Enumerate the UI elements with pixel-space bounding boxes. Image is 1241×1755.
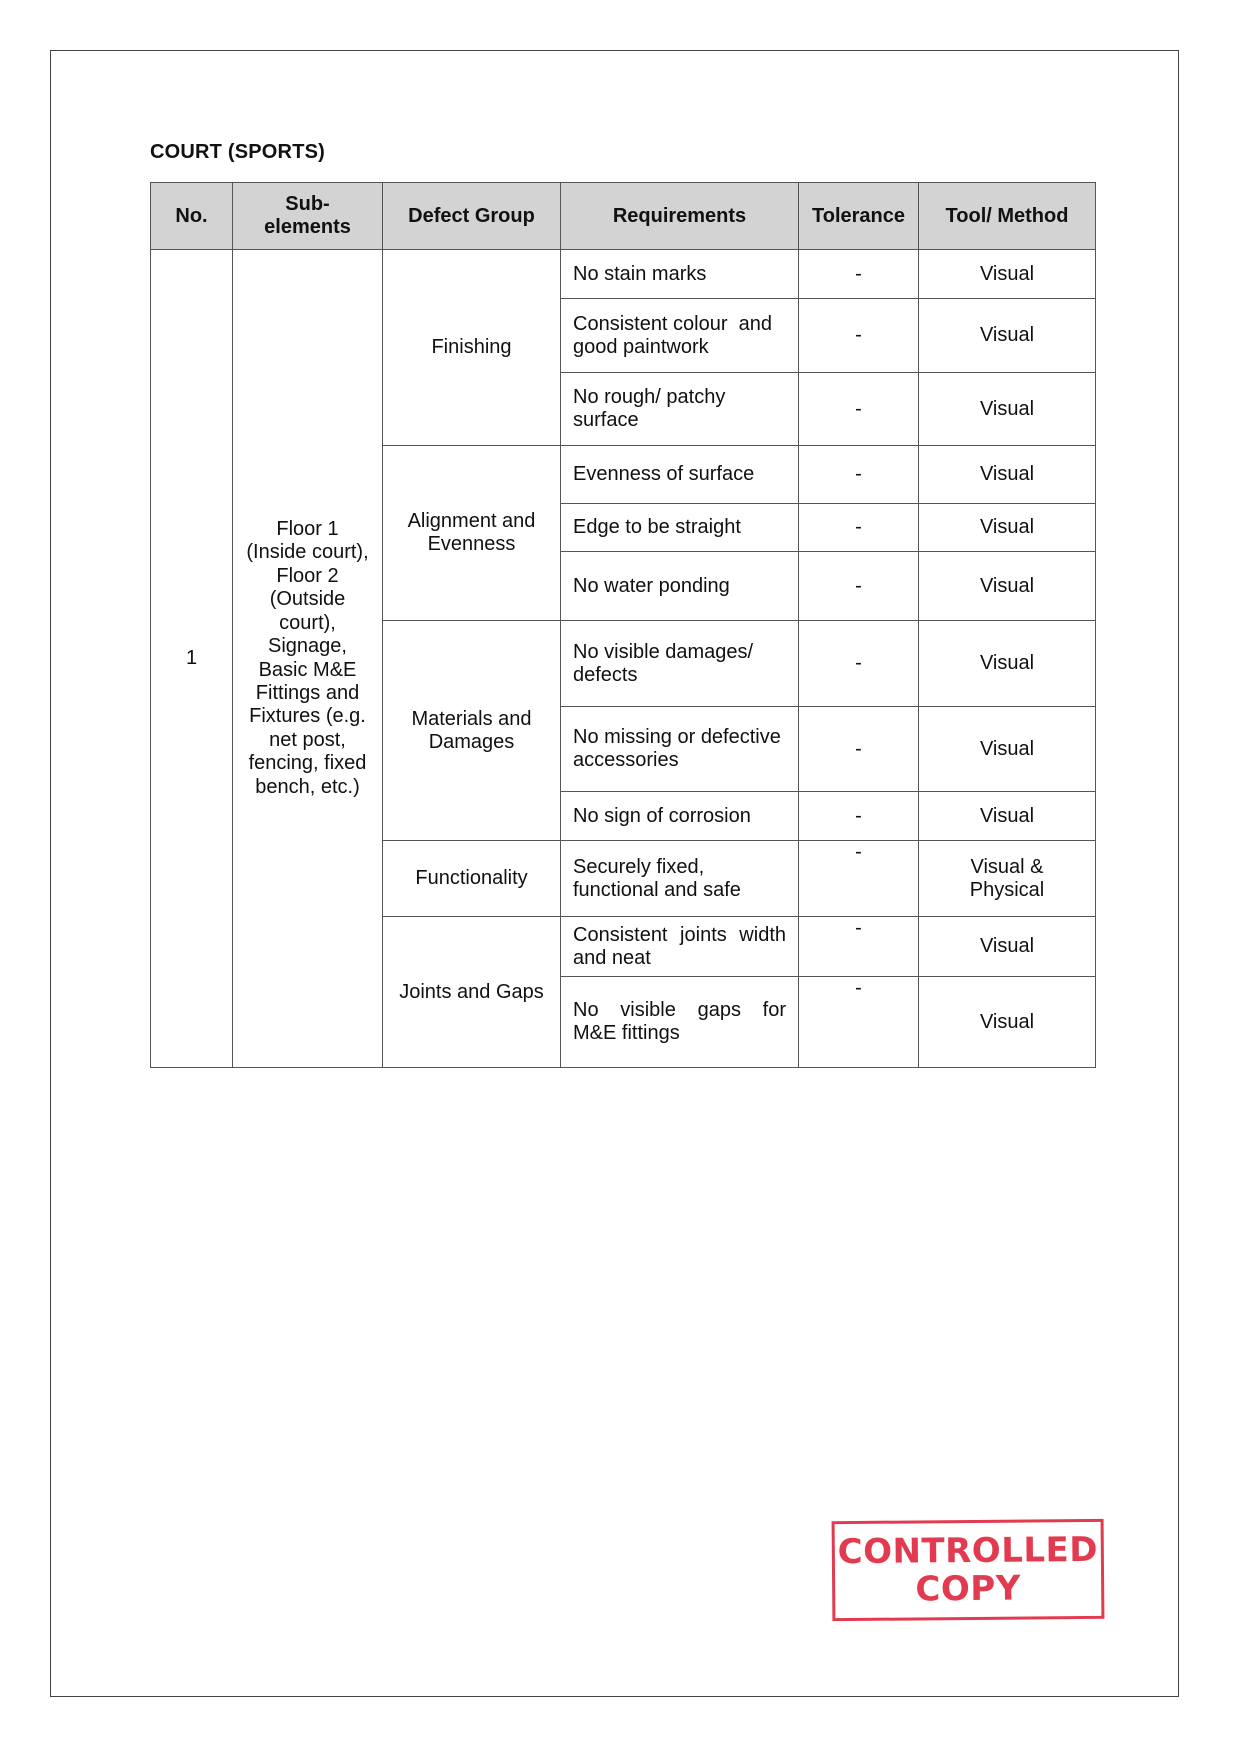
- sub-element-line: Fixtures (e.g.: [249, 705, 366, 728]
- requirement-cell: [561, 841, 799, 917]
- requirement-line: good paintwork: [573, 335, 709, 358]
- requirement-cell: [561, 446, 799, 504]
- requirement-line: functional and safe: [573, 878, 741, 901]
- requirement-line: Securely fixed,: [573, 855, 705, 878]
- header-sub-elements-line2: elements: [264, 216, 351, 238]
- controlled-copy-stamp: [832, 1519, 1105, 1621]
- tolerance-cell: -: [799, 299, 919, 373]
- requirement-line: Consistent colour and: [573, 312, 773, 335]
- header-requirements: Requirements: [561, 183, 799, 250]
- stamp-line1: CONTROLLED: [837, 1529, 1099, 1573]
- tolerance-cell: -: [799, 792, 919, 841]
- requirement-cell: [561, 621, 799, 707]
- requirement-line: Edge to be straight: [573, 516, 741, 538]
- tool-method-cell: [919, 977, 1096, 1068]
- tool-method-line: Visual: [979, 463, 1035, 485]
- sub-element-line: Floor 1: [276, 518, 339, 541]
- requirement-line: No visible damages/: [573, 640, 754, 663]
- requirement-cell: [561, 707, 799, 792]
- defect-group-label: Evenness: [427, 533, 516, 555]
- requirement-cell: [561, 792, 799, 841]
- tolerance-cell: -: [799, 841, 919, 917]
- section-title: COURT (SPORTS): [150, 141, 326, 163]
- tolerance-cell: -: [799, 621, 919, 707]
- table-row: [151, 250, 1096, 299]
- defect-group-functionality: [383, 841, 561, 917]
- requirement-line: accessories: [573, 749, 679, 771]
- tolerance-cell: -: [799, 250, 919, 299]
- requirement-line: Consistent joints width: [573, 923, 786, 946]
- tool-method-line: Visual: [979, 652, 1035, 674]
- tool-method-line: Visual: [979, 737, 1035, 760]
- defect-group-label: Materials and: [411, 707, 532, 730]
- stamp-line2: COPY: [915, 1568, 1022, 1610]
- requirement-cell: [561, 250, 799, 299]
- tool-method-line: Visual: [979, 1010, 1035, 1033]
- requirement-line: No stain marks: [573, 262, 707, 285]
- requirement-line: No missing or defective: [573, 726, 781, 748]
- sub-element-line: Floor 2: [276, 564, 339, 587]
- sub-element-line: court),: [279, 611, 336, 634]
- tool-method-line: Physical: [969, 878, 1045, 901]
- requirement-cell: [561, 373, 799, 446]
- tolerance-cell: -: [799, 504, 919, 552]
- tool-method-line: Visual: [979, 804, 1035, 827]
- tool-method-line: Visual: [979, 516, 1035, 538]
- sub-element-line: (Inside court),: [246, 541, 369, 564]
- sub-element-line: Basic M&E: [258, 658, 357, 681]
- requirement-cell: [561, 552, 799, 621]
- sub-element-line: net post,: [269, 728, 346, 751]
- requirement-line: No rough/ patchy: [573, 386, 726, 408]
- requirement-line: and neat: [573, 946, 651, 969]
- tool-method-line: Visual &: [970, 855, 1044, 878]
- header-tool-method: Tool/ Method: [919, 183, 1096, 250]
- tolerance-cell: -: [799, 977, 919, 1068]
- tool-method-line: Visual: [979, 935, 1035, 957]
- header-no: No.: [151, 183, 233, 250]
- sub-element-line: Fittings and: [255, 681, 360, 704]
- tool-method-cell: [919, 917, 1096, 977]
- tool-method-cell: [919, 841, 1096, 917]
- tool-method-cell: [919, 250, 1096, 299]
- tool-method-cell: [919, 504, 1096, 552]
- requirement-cell: [561, 504, 799, 552]
- requirement-line: M&E fittings: [573, 1022, 680, 1044]
- tool-method-cell: [919, 707, 1096, 792]
- defect-group-label: Functionality: [415, 867, 528, 889]
- requirement-line: Evenness of surface: [573, 463, 755, 485]
- tolerance-cell: -: [799, 552, 919, 621]
- inspection-table: [150, 182, 1096, 1068]
- requirement-line: No visible gaps for: [573, 999, 786, 1021]
- tolerance-cell: -: [799, 373, 919, 446]
- tool-method-cell: [919, 621, 1096, 707]
- defect-group-joints: [383, 917, 561, 1068]
- tool-method-cell: [919, 446, 1096, 504]
- requirement-cell: [561, 917, 799, 977]
- requirement-line: defects: [573, 663, 638, 686]
- header-tolerance: Tolerance: [799, 183, 919, 250]
- defect-group-label: Damages: [428, 730, 515, 753]
- header-defect-group: Defect Group: [383, 183, 561, 250]
- sub-element-line: Signage,: [268, 635, 347, 658]
- header-sub-elements-line1: Sub-: [285, 193, 330, 215]
- defect-group-label: Finishing: [431, 336, 512, 358]
- requirement-line: surface: [573, 409, 639, 431]
- tool-method-line: Visual: [979, 397, 1035, 420]
- requirement-cell: [561, 977, 799, 1068]
- sub-element-line: (Outside: [269, 588, 346, 611]
- sub-element-line: bench, etc.): [255, 775, 360, 798]
- tolerance-cell: -: [799, 917, 919, 977]
- tool-method-cell: [919, 299, 1096, 373]
- requirement-line: No water ponding: [573, 574, 730, 597]
- sub-elements-cell: [233, 250, 383, 1068]
- tolerance-cell: -: [799, 707, 919, 792]
- tool-method-cell: [919, 792, 1096, 841]
- tolerance-cell: -: [799, 446, 919, 504]
- tool-method-line: Visual: [979, 324, 1035, 346]
- defect-group-materials: [383, 621, 561, 841]
- defect-group-label: Joints and Gaps: [399, 980, 544, 1003]
- tool-method-cell: [919, 373, 1096, 446]
- requirement-line: No sign of corrosion: [573, 804, 751, 827]
- requirement-cell: [561, 299, 799, 373]
- header-row: [151, 183, 1096, 250]
- defect-group-alignment: [383, 446, 561, 621]
- tool-method-line: Visual: [979, 262, 1035, 285]
- defect-group-finishing: [383, 250, 561, 446]
- defect-group-label: Alignment and: [407, 510, 536, 532]
- tool-method-line: Visual: [979, 574, 1035, 597]
- row-number: 1: [151, 250, 233, 1068]
- header-sub-elements: [233, 183, 383, 250]
- sub-element-line: fencing, fixed: [248, 752, 367, 775]
- tool-method-cell: [919, 552, 1096, 621]
